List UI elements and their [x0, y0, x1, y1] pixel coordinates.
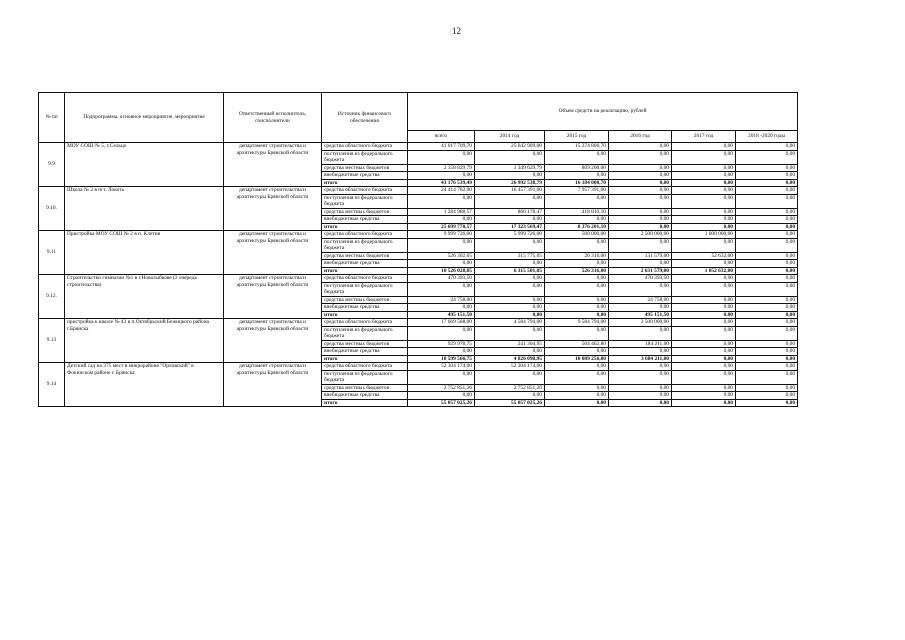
amount-cell: 0,00 — [736, 208, 798, 216]
amount-cell: 55 057 025,26 — [408, 399, 475, 407]
amount-cell: 10 089 256,80 — [545, 355, 609, 363]
amount-cell: 0,00 — [408, 216, 475, 224]
amount-cell: 0,00 — [609, 348, 672, 356]
amount-cell: 0,00 — [736, 340, 798, 348]
amount-cell: 0,00 — [736, 304, 798, 312]
amount-cell: 25 642 909,00 — [475, 143, 545, 151]
amount-cell: 0,00 — [545, 311, 609, 319]
amount-cell: 241 304,95 — [475, 340, 545, 348]
amount-cell: 55 057 025,26 — [475, 399, 545, 407]
amount-cell: 0,00 — [545, 370, 609, 384]
item-number: 9.10. — [39, 187, 65, 231]
item-executor: департамент строительства и архитектуры Брянской области — [224, 231, 322, 275]
amount-cell: 0,00 — [672, 370, 736, 384]
amount-cell: 0,00 — [609, 282, 672, 296]
amount-cell: 5 999 726,00 — [475, 231, 545, 239]
amount-cell: 16 457 391,00 — [475, 187, 545, 195]
amount-cell: 0,00 — [609, 164, 672, 172]
source-label: средства областного бюджета — [322, 275, 408, 283]
amount-cell: 0,00 — [475, 194, 545, 208]
source-label: итого — [322, 267, 408, 275]
header-year: 2016 год — [609, 131, 672, 143]
amount-cell: 2 752 851,26 — [475, 384, 545, 392]
amount-cell: 495 151,50 — [609, 311, 672, 319]
amount-cell: 0,00 — [609, 187, 672, 195]
amount-cell: 52 304 174,00 — [408, 363, 475, 371]
amount-cell: 0,00 — [545, 326, 609, 340]
amount-cell: 0,00 — [736, 143, 798, 151]
amount-cell: 0,00 — [736, 296, 798, 304]
amount-cell: 0,00 — [672, 172, 736, 180]
amount-cell: 0,00 — [545, 238, 609, 252]
amount-cell: 0,00 — [736, 370, 798, 384]
amount-cell: 52 632,00 — [672, 252, 736, 260]
amount-cell: 0,00 — [408, 370, 475, 384]
amount-cell: 9 999 726,00 — [408, 231, 475, 239]
item-number: 9.11 — [39, 231, 65, 275]
table-row — [39, 363, 798, 371]
item-number: 9.14 — [39, 363, 65, 407]
item-name: Пристройка МОУ СОШ № 2 в п. Клетня — [65, 231, 224, 275]
item-number: 9.9 — [39, 143, 65, 187]
amount-cell: 0,00 — [672, 340, 736, 348]
amount-cell: 0,00 — [736, 172, 798, 180]
source-label: средства областного бюджета — [322, 143, 408, 151]
amount-cell: 0,00 — [672, 304, 736, 312]
amount-cell: 0,00 — [736, 392, 798, 400]
table-row — [39, 231, 798, 239]
source-label: поступления из федерального бюджета — [322, 150, 408, 164]
amount-cell: 0,00 — [736, 399, 798, 407]
amount-cell: 0,00 — [736, 275, 798, 283]
amount-cell: 0,00 — [609, 399, 672, 407]
amount-cell: 0,00 — [545, 296, 609, 304]
amount-cell: 9 584 794,00 — [545, 319, 609, 327]
amount-cell: 0,00 — [672, 363, 736, 371]
amount-cell: 0,00 — [545, 384, 609, 392]
amount-cell: 1 052 632,00 — [672, 267, 736, 275]
amount-cell: 0,00 — [672, 348, 736, 356]
item-number: 9.13 — [39, 319, 65, 363]
amount-cell: 10 526 028,05 — [408, 267, 475, 275]
header-year: 2015 год — [545, 131, 609, 143]
amount-cell: 0,00 — [609, 143, 672, 151]
item-name: Детский сад на 375 мест в микрорайоне "Орловский" в Фокинском районе г. Брянска — [65, 363, 224, 407]
amount-cell: 0,00 — [475, 311, 545, 319]
amount-cell: 0,00 — [475, 260, 545, 268]
source-label: итого — [322, 223, 408, 231]
amount-cell: 0,00 — [672, 282, 736, 296]
amount-cell: 0,00 — [672, 399, 736, 407]
amount-cell: 929 978,75 — [408, 340, 475, 348]
amount-cell: 0,00 — [609, 216, 672, 224]
header-program: Подпрограмма, основное мероприятие, мероприятие — [65, 93, 224, 143]
source-label: средства областного бюджета — [322, 363, 408, 371]
amount-cell: 0,00 — [736, 194, 798, 208]
amount-cell: 0,00 — [545, 348, 609, 356]
source-label: внебюджетные средства — [322, 348, 408, 356]
amount-cell: 0,00 — [609, 384, 672, 392]
amount-cell: 0,00 — [545, 282, 609, 296]
amount-cell: 0,00 — [545, 216, 609, 224]
amount-cell: 0,00 — [736, 179, 798, 187]
amount-cell: 0,00 — [672, 150, 736, 164]
source-label: внебюджетные средства — [322, 172, 408, 180]
amount-cell: 1 349 629,79 — [475, 164, 545, 172]
amount-cell: 315 775,05 — [475, 252, 545, 260]
amount-cell: 0,00 — [475, 282, 545, 296]
amount-cell: 24 758,00 — [408, 296, 475, 304]
source-label: внебюджетные средства — [322, 304, 408, 312]
header-year: 2018 -2020 годы — [736, 131, 798, 143]
table-row — [39, 187, 798, 195]
item-name: Строительство гимназии №1 в г.Новозыбкове (2 очередь строительства) — [65, 275, 224, 319]
amount-cell: 0,00 — [408, 282, 475, 296]
amount-cell: 500 000,00 — [545, 231, 609, 239]
amount-cell: 0,00 — [475, 304, 545, 312]
amount-cell: 2 631 579,00 — [609, 267, 672, 275]
header-num: № пп — [39, 93, 65, 143]
source-label: итого — [322, 399, 408, 407]
source-label: средства местных бюджетов — [322, 164, 408, 172]
source-label: средства областного бюджета — [322, 231, 408, 239]
amount-cell: 0,00 — [672, 296, 736, 304]
amount-cell: 0,00 — [609, 392, 672, 400]
source-label: средства местных бюджетов — [322, 384, 408, 392]
amount-cell: 1 000 000,00 — [672, 231, 736, 239]
amount-cell: 0,00 — [545, 392, 609, 400]
amount-cell: 0,00 — [609, 172, 672, 180]
amount-cell: 0,00 — [672, 164, 736, 172]
amount-cell: 0,00 — [672, 143, 736, 151]
amount-cell: 0,00 — [545, 304, 609, 312]
page-number: 12 — [452, 26, 461, 36]
amount-cell: 18 599 566,75 — [408, 355, 475, 363]
amount-cell: 4 584 794,00 — [475, 319, 545, 327]
amount-cell: 0,00 — [408, 172, 475, 180]
amount-cell: 2 500 000,00 — [609, 231, 672, 239]
amount-cell: 470 393,50 — [609, 275, 672, 283]
amount-cell: 0,00 — [672, 238, 736, 252]
amount-cell: 0,00 — [736, 260, 798, 268]
amount-cell: 2 752 851,26 — [408, 384, 475, 392]
amount-cell: 1 284 988,57 — [408, 208, 475, 216]
amount-cell: 0,00 — [475, 348, 545, 356]
amount-cell: 0,00 — [736, 311, 798, 319]
item-name: МОУ СОШ № 5, г.Сельцо — [65, 143, 224, 187]
amount-cell: 0,00 — [545, 194, 609, 208]
amount-cell: 0,00 — [408, 326, 475, 340]
item-executor: департамент строительства и архитектуры Брянской области — [224, 275, 322, 319]
amount-cell: 0,00 — [736, 267, 798, 275]
amount-cell: 0,00 — [736, 363, 798, 371]
amount-cell: 0,00 — [672, 179, 736, 187]
table-row — [39, 319, 798, 327]
table-row — [39, 275, 798, 283]
budget-table — [38, 92, 798, 407]
amount-cell: 0,00 — [736, 319, 798, 327]
amount-cell: 0,00 — [736, 231, 798, 239]
amount-cell: 0,00 — [736, 348, 798, 356]
header-executor: Ответственный исполнитель, соисполнители — [224, 93, 322, 143]
source-label: итого — [322, 179, 408, 187]
header-year: 2017 год — [672, 131, 736, 143]
amount-cell: 0,00 — [408, 150, 475, 164]
amount-cell: 0,00 — [408, 260, 475, 268]
amount-cell: 0,00 — [736, 223, 798, 231]
amount-cell: 16 184 000,70 — [545, 179, 609, 187]
amount-cell: 0,00 — [672, 216, 736, 224]
amount-cell: 0,00 — [408, 392, 475, 400]
amount-cell: 0,00 — [408, 194, 475, 208]
amount-cell: 26 992 538,79 — [475, 179, 545, 187]
amount-cell: 0,00 — [672, 326, 736, 340]
amount-cell: 0,00 — [672, 260, 736, 268]
source-label: средства местных бюджетов — [322, 252, 408, 260]
source-label: поступления из федерального бюджета — [322, 326, 408, 340]
amount-cell: 0,00 — [609, 208, 672, 216]
amount-cell: 418 810,10 — [545, 208, 609, 216]
amount-cell: 26 316,00 — [545, 252, 609, 260]
header-amount: Объем средств на реализацию, рублей — [408, 93, 798, 131]
amount-cell: 0,00 — [408, 238, 475, 252]
source-label: средства местных бюджетов — [322, 208, 408, 216]
source-label: средства областного бюджета — [322, 319, 408, 327]
item-number: 9.12. — [39, 275, 65, 319]
amount-cell: 0,00 — [609, 370, 672, 384]
amount-cell: 0,00 — [609, 179, 672, 187]
amount-cell: 0,00 — [609, 223, 672, 231]
item-name: Школа № 2 в пгт. Локоть — [65, 187, 224, 231]
amount-cell: 0,00 — [408, 348, 475, 356]
amount-cell: 0,00 — [736, 326, 798, 340]
amount-cell: 15 374 800,70 — [545, 143, 609, 151]
amount-cell: 3 684 211,00 — [609, 355, 672, 363]
header-year: всего — [408, 131, 475, 143]
source-label: внебюджетные средства — [322, 216, 408, 224]
amount-cell: 4 826 098,95 — [475, 355, 545, 363]
amount-cell: 0,00 — [672, 392, 736, 400]
amount-cell: 0,00 — [475, 326, 545, 340]
amount-cell: 0,00 — [475, 370, 545, 384]
amount-cell: 0,00 — [475, 150, 545, 164]
item-executor: департамент строительства и архитектуры Брянской области — [224, 187, 322, 231]
source-label: итого — [322, 355, 408, 363]
amount-cell: 24 758,00 — [609, 296, 672, 304]
amount-cell: 17 323 569,47 — [475, 223, 545, 231]
source-label: поступления из федерального бюджета — [322, 238, 408, 252]
header-source: Источник финансового обеспечения — [322, 93, 408, 143]
amount-cell: 2 158 829,79 — [408, 164, 475, 172]
amount-cell: 0,00 — [736, 164, 798, 172]
source-label: средства местных бюджетов — [322, 296, 408, 304]
source-label: средства областного бюджета — [322, 187, 408, 195]
amount-cell: 41 017 709,70 — [408, 143, 475, 151]
amount-cell: 809 200,00 — [545, 164, 609, 172]
amount-cell: 0,00 — [736, 252, 798, 260]
amount-cell: 0,00 — [672, 187, 736, 195]
amount-cell: 0,00 — [609, 363, 672, 371]
amount-cell: 0,00 — [475, 392, 545, 400]
source-label: поступления из федерального бюджета — [322, 282, 408, 296]
amount-cell: 3 500 000,00 — [609, 319, 672, 327]
item-name: пристройка к школе № 43 в п.Октябрьский Бежицкого района г.Брянска — [65, 319, 224, 363]
amount-cell: 0,00 — [672, 319, 736, 327]
amount-cell: 0,00 — [736, 384, 798, 392]
amount-cell: 0,00 — [736, 150, 798, 164]
item-executor: департамент строительства и архитектуры Брянской области — [224, 143, 322, 187]
amount-cell: 0,00 — [609, 304, 672, 312]
amount-cell: 7 957 391,00 — [545, 187, 609, 195]
amount-cell: 0,00 — [736, 187, 798, 195]
amount-cell: 52 304 174,00 — [475, 363, 545, 371]
amount-cell: 24 414 782,00 — [408, 187, 475, 195]
amount-cell: 504 462,80 — [545, 340, 609, 348]
amount-cell: 0,00 — [736, 355, 798, 363]
amount-cell: 0,00 — [672, 223, 736, 231]
amount-cell: 8 376 201,10 — [545, 223, 609, 231]
amount-cell: 866 178,47 — [475, 208, 545, 216]
source-label: поступления из федерального бюджета — [322, 194, 408, 208]
source-label: средства местных бюджетов — [322, 340, 408, 348]
amount-cell: 0,00 — [736, 282, 798, 296]
amount-cell: 470 393,50 — [408, 275, 475, 283]
source-label: внебюджетные средства — [322, 392, 408, 400]
table-row — [39, 143, 798, 151]
amount-cell: 495 151,50 — [408, 311, 475, 319]
source-label: внебюджетные средства — [322, 260, 408, 268]
amount-cell: 0,00 — [672, 275, 736, 283]
amount-cell: 0,00 — [545, 172, 609, 180]
amount-cell: 6 315 501,05 — [475, 267, 545, 275]
amount-cell: 0,00 — [609, 238, 672, 252]
amount-cell: 0,00 — [545, 399, 609, 407]
amount-cell: 0,00 — [475, 216, 545, 224]
amount-cell: 0,00 — [672, 208, 736, 216]
amount-cell: 25 699 770,57 — [408, 223, 475, 231]
item-executor: департамент строительства и архитектуры Брянской области — [224, 363, 322, 407]
source-label: итого — [322, 311, 408, 319]
amount-cell: 0,00 — [672, 194, 736, 208]
amount-cell: 17 669 588,00 — [408, 319, 475, 327]
amount-cell: 0,00 — [545, 150, 609, 164]
amount-cell: 0,00 — [475, 296, 545, 304]
source-label: поступления из федерального бюджета — [322, 370, 408, 384]
amount-cell: 0,00 — [475, 238, 545, 252]
amount-cell: 0,00 — [672, 384, 736, 392]
amount-cell: 0,00 — [475, 275, 545, 283]
amount-cell: 43 176 539,49 — [408, 179, 475, 187]
amount-cell: 0,00 — [545, 275, 609, 283]
amount-cell: 0,00 — [609, 150, 672, 164]
amount-cell: 0,00 — [736, 216, 798, 224]
amount-cell: 0,00 — [545, 260, 609, 268]
amount-cell: 526 316,00 — [545, 267, 609, 275]
amount-cell: 184 211,00 — [609, 340, 672, 348]
amount-cell: 0,00 — [408, 304, 475, 312]
amount-cell: 0,00 — [475, 172, 545, 180]
amount-cell: 131 579,00 — [609, 252, 672, 260]
amount-cell: 526 302,05 — [408, 252, 475, 260]
item-executor: департамент строительства и архитектуры Брянской области — [224, 319, 322, 363]
amount-cell: 0,00 — [609, 326, 672, 340]
amount-cell: 0,00 — [609, 260, 672, 268]
amount-cell: 0,00 — [672, 355, 736, 363]
header-year: 2014 год — [475, 131, 545, 143]
amount-cell: 0,00 — [609, 194, 672, 208]
amount-cell: 0,00 — [545, 363, 609, 371]
amount-cell: 0,00 — [736, 238, 798, 252]
amount-cell: 0,00 — [672, 311, 736, 319]
